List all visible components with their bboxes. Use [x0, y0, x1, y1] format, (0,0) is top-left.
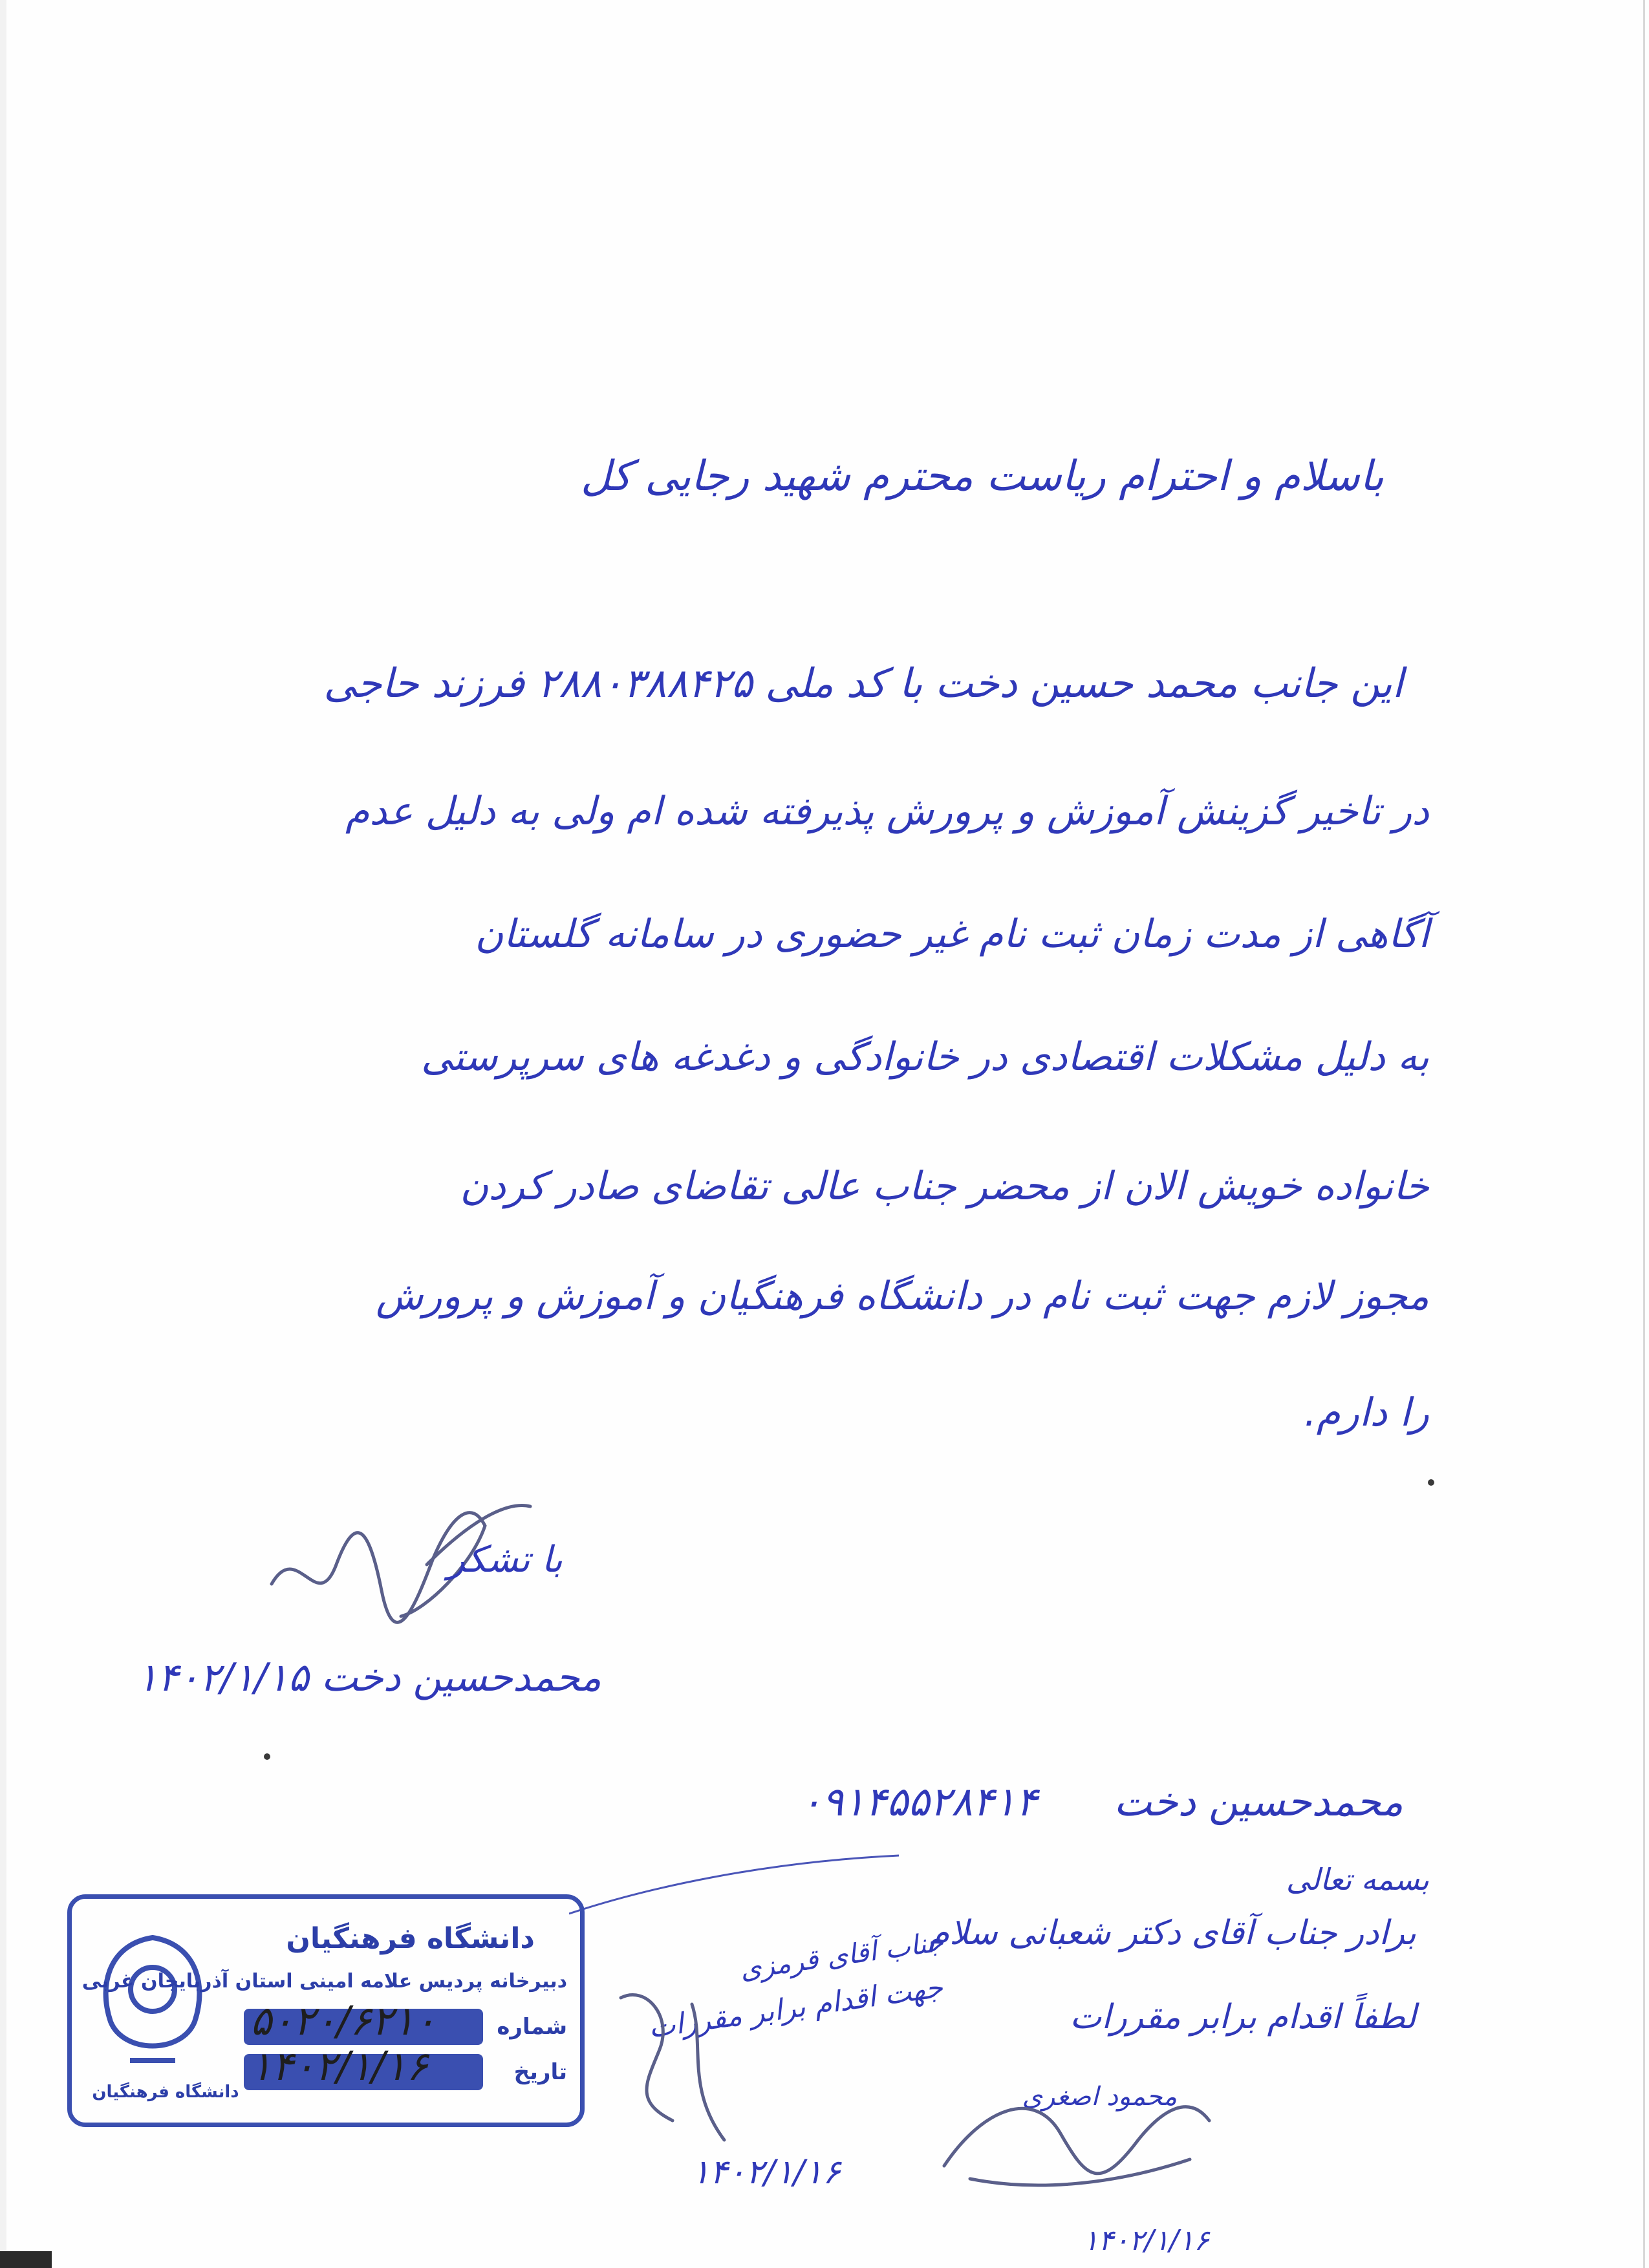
letter-line-5: خانواده خویش الان از محضر جناب عالی تقاضای صادر کردن: [460, 1164, 1429, 1209]
margin-note-header: بسمه تعالی: [1286, 1862, 1429, 1897]
scan-left-strip: [0, 0, 6, 2268]
stamp-date-field: [244, 2042, 483, 2090]
contact-name: محمدحسین دخت: [1114, 1778, 1403, 1825]
stamp-number-value: ۵۰۲۰/۶۲۱۰: [250, 1997, 436, 2044]
margin-note-4: جهت اقدام برابر مقررات: [646, 1971, 945, 2045]
letter-line-4: به دلیل مشکلات اقتصادی در خانوادگی و دغدغه های سرپرستی: [421, 1034, 1429, 1080]
annotation-arrow: [569, 1849, 905, 1927]
applicant-name-date: محمدحسین دخت ۱۴۰۲/۱/۱۵: [136, 1655, 601, 1700]
ink-dot: [264, 1753, 270, 1760]
official-signature-bottom: [905, 2049, 1242, 2218]
letter-greeting: باسلام و احترام ریاست محترم شهید رجایی کل: [580, 453, 1384, 500]
letter-line-3: آگاهی از مدت زمان ثبت نام غیر حضوری در سامانه گلستان: [475, 912, 1429, 957]
closing-thanks: با تشکر: [447, 1539, 563, 1581]
stamp-date-value: ۱۴۰۲/۱/۱۶: [250, 2042, 428, 2090]
stamp-number-label: شماره: [497, 2014, 567, 2040]
official-signature-middle: [595, 1978, 763, 2159]
scanner-corner-mark: [0, 2251, 52, 2268]
university-stamp: [67, 1894, 585, 2127]
stamp-number-row: [231, 1997, 567, 2048]
letter-line-2: در تاخیر گزینش آموزش و پرورش پذیرفته شده ام ولی به دلیل عدم: [345, 789, 1429, 834]
ink-dot: [1428, 1479, 1434, 1486]
stamp-logo-text: دانشگاه فرهنگیان: [92, 2082, 239, 2102]
margin-note-signer-date: ۱۴۰۲/۱/۱۶: [1083, 2224, 1209, 2257]
margin-note-1: برادر جناب آقای دکتر شعبانی سلام: [928, 1914, 1416, 1952]
stamp-number-field: [244, 1997, 483, 2045]
contact-line: [801, 1778, 1403, 1825]
stamp-date-row: [231, 2042, 567, 2093]
margin-note-date: ۱۴۰۲/۱/۱۶: [691, 2153, 841, 2192]
contact-phone: ۰۹۱۴۵۵۲۸۴۱۴: [800, 1778, 1038, 1825]
stamp-subtitle: دبیرخانه پردیس علامه امینی استان آذربایجان غربی: [81, 1970, 567, 1993]
letter-line-6: مجوز لازم جهت ثبت نام در دانشگاه فرهنگیان و آموزش و پرورش: [376, 1274, 1429, 1319]
scan-right-edge: [1643, 0, 1645, 2268]
margin-note-signer-name: محمود اصغری: [1022, 2082, 1177, 2112]
stamp-date-label: تاریخ: [513, 2059, 567, 2085]
letter-line-1: این جانب محمد حسین دخت با کد ملی ۲۸۸۰۳۸۸۴۲۵ فرزند حاجی: [323, 659, 1403, 707]
letter-line-7: را دارم.: [1304, 1390, 1429, 1435]
university-logo-icon: [85, 1925, 239, 2106]
stamp-title: دانشگاه فرهنگیان: [286, 1922, 535, 1955]
margin-note-2: لطفاً اقدام برابر مقررات: [1070, 1998, 1416, 2037]
margin-note-3: جناب آقای قرمزی: [738, 1925, 945, 1985]
